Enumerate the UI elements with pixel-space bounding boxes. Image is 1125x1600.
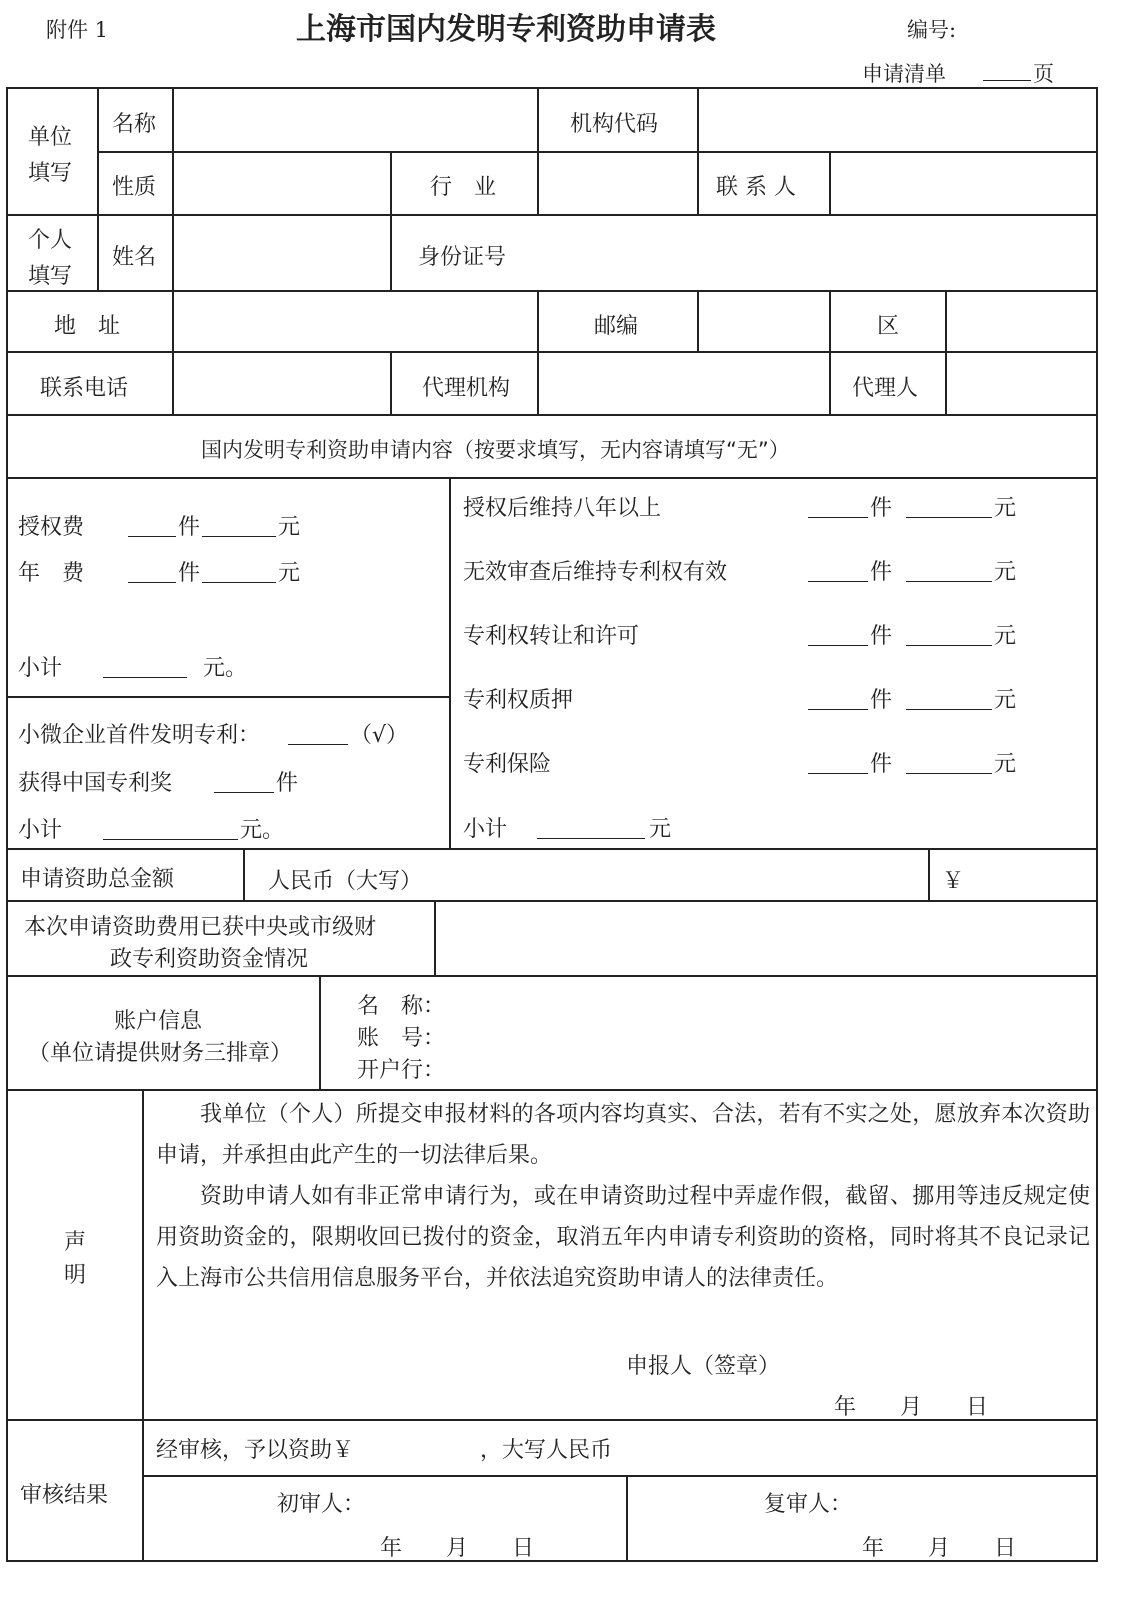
award-count-field[interactable] [214, 770, 274, 793]
unit-nature-label: 性质 [112, 175, 157, 200]
serial-label: 编号: [907, 18, 957, 42]
right-item-count-field[interactable] [808, 623, 868, 646]
subtotal-1-unit: 元。 [203, 656, 248, 681]
org-code-label: 机构代码 [570, 112, 659, 137]
right-item-piece-unit: 件 [870, 688, 893, 713]
phone-field[interactable] [175, 354, 388, 412]
industry-field[interactable] [540, 154, 695, 212]
approve-amount-field[interactable] [380, 1423, 476, 1471]
right-item-label: 授权后维持八年以上 [463, 496, 662, 521]
right-item-count-field[interactable] [808, 495, 868, 518]
person-name-label: 姓名 [112, 245, 157, 270]
yen-amount-field[interactable] [970, 851, 1094, 898]
right-item-yuan-unit: 元 [994, 496, 1017, 521]
account-info-label: 账户信息 [114, 1009, 203, 1034]
approve-amount-label: 经审核，予以资助￥ [156, 1438, 355, 1463]
right-item-count-field[interactable] [808, 687, 868, 710]
unit-name-field[interactable] [175, 90, 535, 150]
person-section-label: 个人 填写 [28, 228, 73, 289]
right-item-amount-field[interactable] [906, 495, 992, 518]
agent-label: 代理人 [852, 376, 919, 401]
address-field[interactable] [175, 293, 535, 349]
right-item-count-field[interactable] [808, 751, 868, 774]
rmb-upper-label: 人民币（大写） [268, 869, 423, 894]
subtotal-2-field[interactable] [103, 817, 238, 840]
phone-label: 联系电话 [40, 376, 129, 401]
subtotal-1-field[interactable] [103, 655, 187, 678]
agency-label: 代理机构 [422, 376, 511, 401]
right-item-label: 专利权转让和许可 [463, 624, 640, 649]
org-code-field[interactable] [700, 90, 1094, 150]
right-item-label: 专利权质押 [463, 688, 574, 713]
id-number-label: 身份证号 [418, 245, 507, 270]
district-label: 区 [877, 314, 900, 339]
subtotal-1-label: 小计 [18, 656, 63, 681]
right-item-piece-unit: 件 [870, 752, 893, 777]
first-review-date: 年 月 日 [380, 1536, 535, 1561]
right-item-label: 无效审查后维持专利权有效 [463, 560, 728, 585]
subtotal-3-unit: 元 [649, 817, 672, 842]
annual-fee-amount-field[interactable] [202, 560, 276, 583]
received-funds-label-2: 政专利资助资金情况 [110, 947, 309, 972]
account-bank-label: 开户行： [357, 1058, 446, 1083]
right-item-piece-unit: 件 [870, 624, 893, 649]
annual-fee-piece-unit: 件 [178, 561, 201, 586]
district-field[interactable] [948, 293, 1094, 349]
agency-field[interactable] [540, 354, 827, 412]
subtotal-3-label: 小计 [463, 817, 508, 842]
grant-fee-amount-field[interactable] [202, 514, 276, 537]
grant-fee-count-field[interactable] [128, 514, 176, 537]
review-result-label: 审核结果 [20, 1483, 109, 1508]
account-info-field[interactable] [450, 984, 1090, 1080]
rmb-upper-field[interactable] [420, 851, 925, 898]
right-item-count-field[interactable] [808, 559, 868, 582]
annual-fee-yuan-unit: 元 [278, 561, 301, 586]
address-label: 地 址 [54, 314, 121, 339]
declaration-date: 年 月 日 [834, 1395, 989, 1420]
account-info-note: （单位请提供财务三排章） [28, 1041, 293, 1066]
right-item-piece-unit: 件 [870, 560, 893, 585]
award-piece-unit: 件 [276, 771, 299, 796]
right-item-amount-field[interactable] [906, 751, 992, 774]
received-funds-field[interactable] [437, 903, 1094, 973]
page-count-field[interactable] [983, 60, 1031, 81]
account-name-label: 名 称： [357, 994, 446, 1019]
postcode-label: 邮编 [594, 314, 639, 339]
declaration-paragraph-1: 我单位（个人）所提交申报材料的各项内容均真实、合法，若有不实之处，愿放弃本次资助申请，并承担由此产生的一切法律后果。 [156, 1102, 1090, 1168]
right-item-amount-field[interactable] [906, 623, 992, 646]
page-unit: 页 [1033, 62, 1054, 86]
subtotal-3-field[interactable] [537, 816, 645, 839]
contact-field[interactable] [832, 154, 1094, 212]
grant-fee-piece-unit: 件 [178, 515, 201, 540]
received-funds-label-1: 本次申请资助费用已获中央或市级财 [24, 915, 377, 940]
small-micro-check: （√） [350, 723, 409, 748]
small-micro-field[interactable] [288, 722, 348, 745]
second-review-date: 年 月 日 [862, 1536, 1017, 1561]
unit-name-label: 名称 [112, 112, 157, 137]
industry-label: 行 业 [430, 175, 497, 200]
right-item-amount-field[interactable] [906, 559, 992, 582]
agent-field[interactable] [948, 354, 1094, 412]
right-item-label: 专利保险 [463, 752, 552, 777]
right-item-yuan-unit: 元 [994, 560, 1017, 585]
account-number-label: 账 号： [357, 1026, 446, 1051]
second-reviewer-label: 复审人： [764, 1492, 853, 1517]
contact-label: 联 系 人 [716, 175, 796, 200]
declaration-label-2: 明 [64, 1263, 87, 1288]
page-title: 上海市国内发明专利资助申请表 [296, 12, 716, 47]
unit-nature-field[interactable] [175, 154, 388, 212]
total-amount-label: 申请资助总金额 [20, 867, 175, 892]
grant-fee-yuan-unit: 元 [278, 515, 301, 540]
subtotal-2-label: 小计 [18, 818, 63, 843]
yen-sign: ￥ [942, 869, 965, 894]
right-item-amount-field[interactable] [906, 687, 992, 710]
first-reviewer-label: 初审人： [277, 1492, 366, 1517]
content-heading: 国内发明专利资助申请内容（按要求填写，无内容请填写“无”） [201, 438, 790, 462]
attachment-label: 附件 1 [46, 18, 109, 42]
id-number-field[interactable] [540, 217, 1094, 288]
list-label: 申请清单 [862, 62, 946, 86]
grant-fee-label: 授权费 [18, 515, 85, 540]
unit-section-label: 单位 填写 [28, 125, 73, 186]
signer-label: 申报人（签章） [626, 1354, 781, 1379]
subtotal-2-unit: 元。 [240, 818, 285, 843]
small-micro-label: 小微企业首件发明专利： [18, 723, 261, 748]
person-name-field[interactable] [175, 217, 388, 288]
award-label: 获得中国专利奖 [18, 771, 173, 796]
approve-upper-label: ，大写人民币 [480, 1438, 613, 1463]
declaration-label-1: 声 [64, 1230, 87, 1255]
postcode-field[interactable] [700, 293, 827, 349]
right-item-yuan-unit: 元 [994, 752, 1017, 777]
right-item-yuan-unit: 元 [994, 688, 1017, 713]
right-item-piece-unit: 件 [870, 496, 893, 521]
annual-fee-count-field[interactable] [128, 560, 176, 583]
right-item-yuan-unit: 元 [994, 624, 1017, 649]
annual-fee-label: 年 费 [18, 561, 85, 586]
declaration-paragraph-2: 资助申请人如有非正常申请行为，或在申请资助过程中弄虚作假，截留、挪用等违反规定使用资助资金的，限期收回已拨付的资金，取消五年内申请专利资助的资格，同时将其不良记录记入上海市公共信用信息服务平台，并依法追究资助申请人的法律责任。 [156, 1184, 1090, 1291]
